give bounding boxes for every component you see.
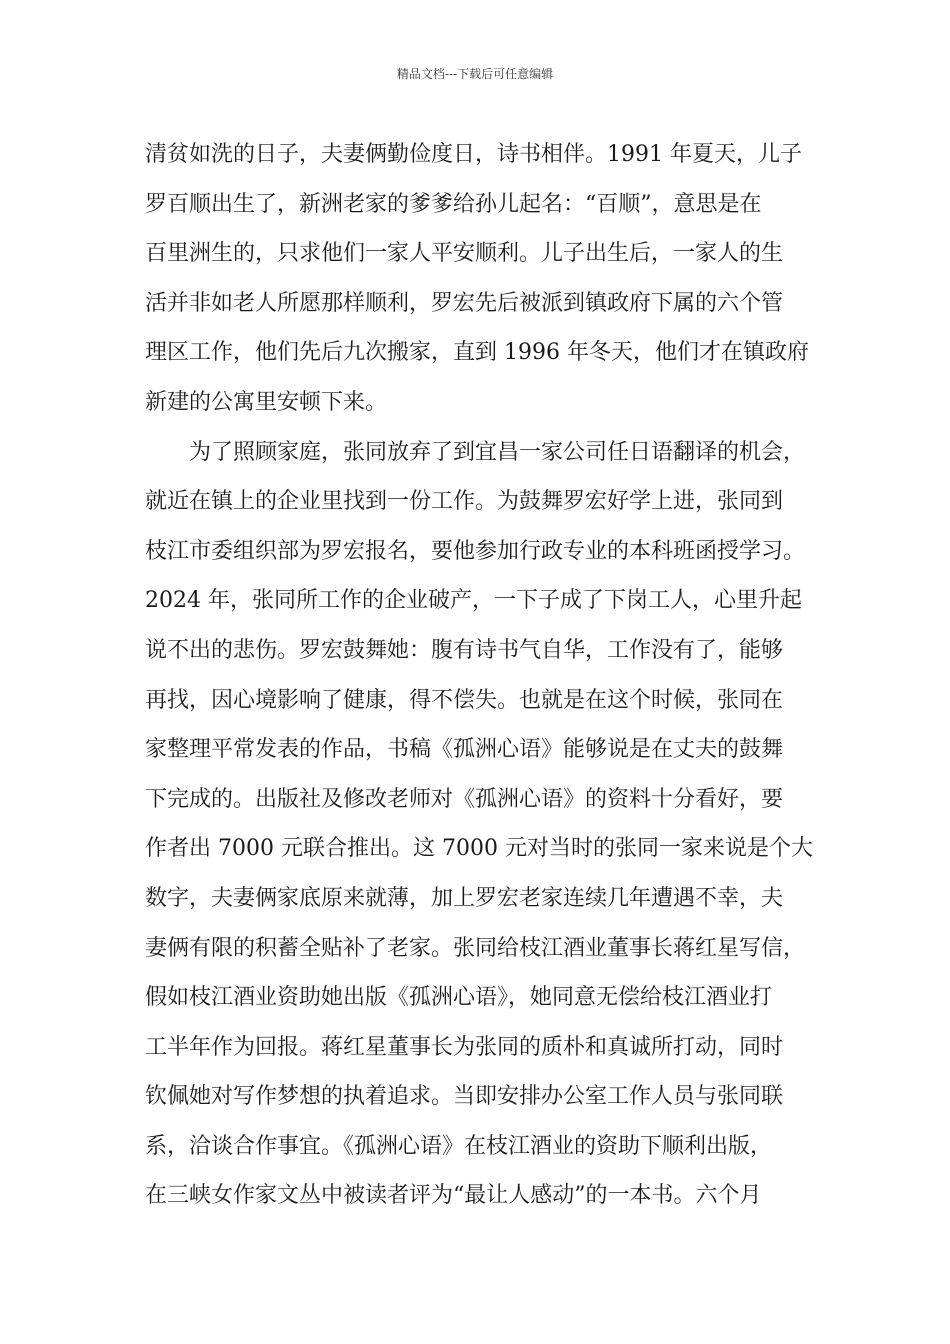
- text-line: 家整理平常发表的作品，书稿《孤洲心语》能够说是在丈夫的鼓舞: [145, 737, 784, 763]
- text-line: 工半年作为回报。蒋红星董事长为张同的质朴和真诚所打动，同时: [145, 1034, 784, 1060]
- text-line: 下完成的。出版社及修改老师对《孤洲心语》的资料十分看好，要: [145, 786, 784, 812]
- text-line: 2024 年，张同所工作的企业破产，一下子成了下岗工人，心里升起: [145, 588, 802, 614]
- page-header: 精品文档---下载后可任意编辑: [396, 67, 554, 81]
- text-line: 清贫如洗的日子，夫妻俩勤俭度日，诗书相伴。1991 年夏天，儿子: [145, 142, 802, 167]
- text-line: 作者出 7000 元联合推出。这 7000 元对当时的张同一家来说是个大: [145, 836, 813, 862]
- text-line: 活并非如老人所愿那样顺利，罗宏先后被派到镇政府下属的六个管: [145, 290, 784, 316]
- text-line: 就近在镇上的企业里找到一份工作。为鼓舞罗宏好学上进，张同到: [145, 489, 784, 515]
- text-line: 钦佩她对写作梦想的执着追求。当即安排办公室工作人员与张同联: [145, 1084, 784, 1110]
- text-line: 理区工作，他们先后九次搬家，直到 1996 年冬天，他们才在镇政府: [145, 340, 809, 366]
- text-line: 为了照顾家庭，张同放弃了到宜昌一家公司任日语翻译的机会，: [189, 439, 806, 465]
- text-line: 数字，夫妻俩家底原来就薄，加上罗宏老家连续几年遭遇不幸，夫: [145, 885, 784, 911]
- text-line: 在三峡女作家文丛中被读者评为“最让人感动”的一本书。六个月: [145, 1183, 762, 1209]
- paragraph-2: [145, 428, 825, 1222]
- text-line: 说不出的悲伤。罗宏鼓舞她：腹有诗书气自华，工作没有了，能够: [145, 637, 784, 663]
- text-line: 系，洽谈合作事宜。《孤洲心语》在枝江酒业的资助下顺利出版，: [145, 1133, 773, 1159]
- text-line: 再找，因心境影响了健康，得不偿失。也就是在这个时候，张同在: [145, 687, 784, 713]
- text-line: 假如枝江酒业资助她出版《孤洲心语》，她同意无偿给枝江酒业打: [145, 985, 773, 1011]
- text-line: 罗百顺出生了，新洲老家的爹爹给孙儿起名：“百顺”，意思是在: [145, 191, 762, 217]
- paragraph-1: [145, 130, 825, 428]
- text-line: 百里洲生的，只求他们一家人平安顺利。儿子出生后，一家人的生: [145, 241, 784, 267]
- text-line: 妻俩有限的积蓄全贴补了老家。张同给枝江酒业董事长蒋红星写信，: [145, 935, 806, 961]
- document-body: [145, 130, 825, 1221]
- text-line: 新建的公寓里安顿下来。: [145, 389, 388, 415]
- text-line: 枝江市委组织部为罗宏报名，要他参加行政专业的本科班函授学习。: [145, 538, 806, 564]
